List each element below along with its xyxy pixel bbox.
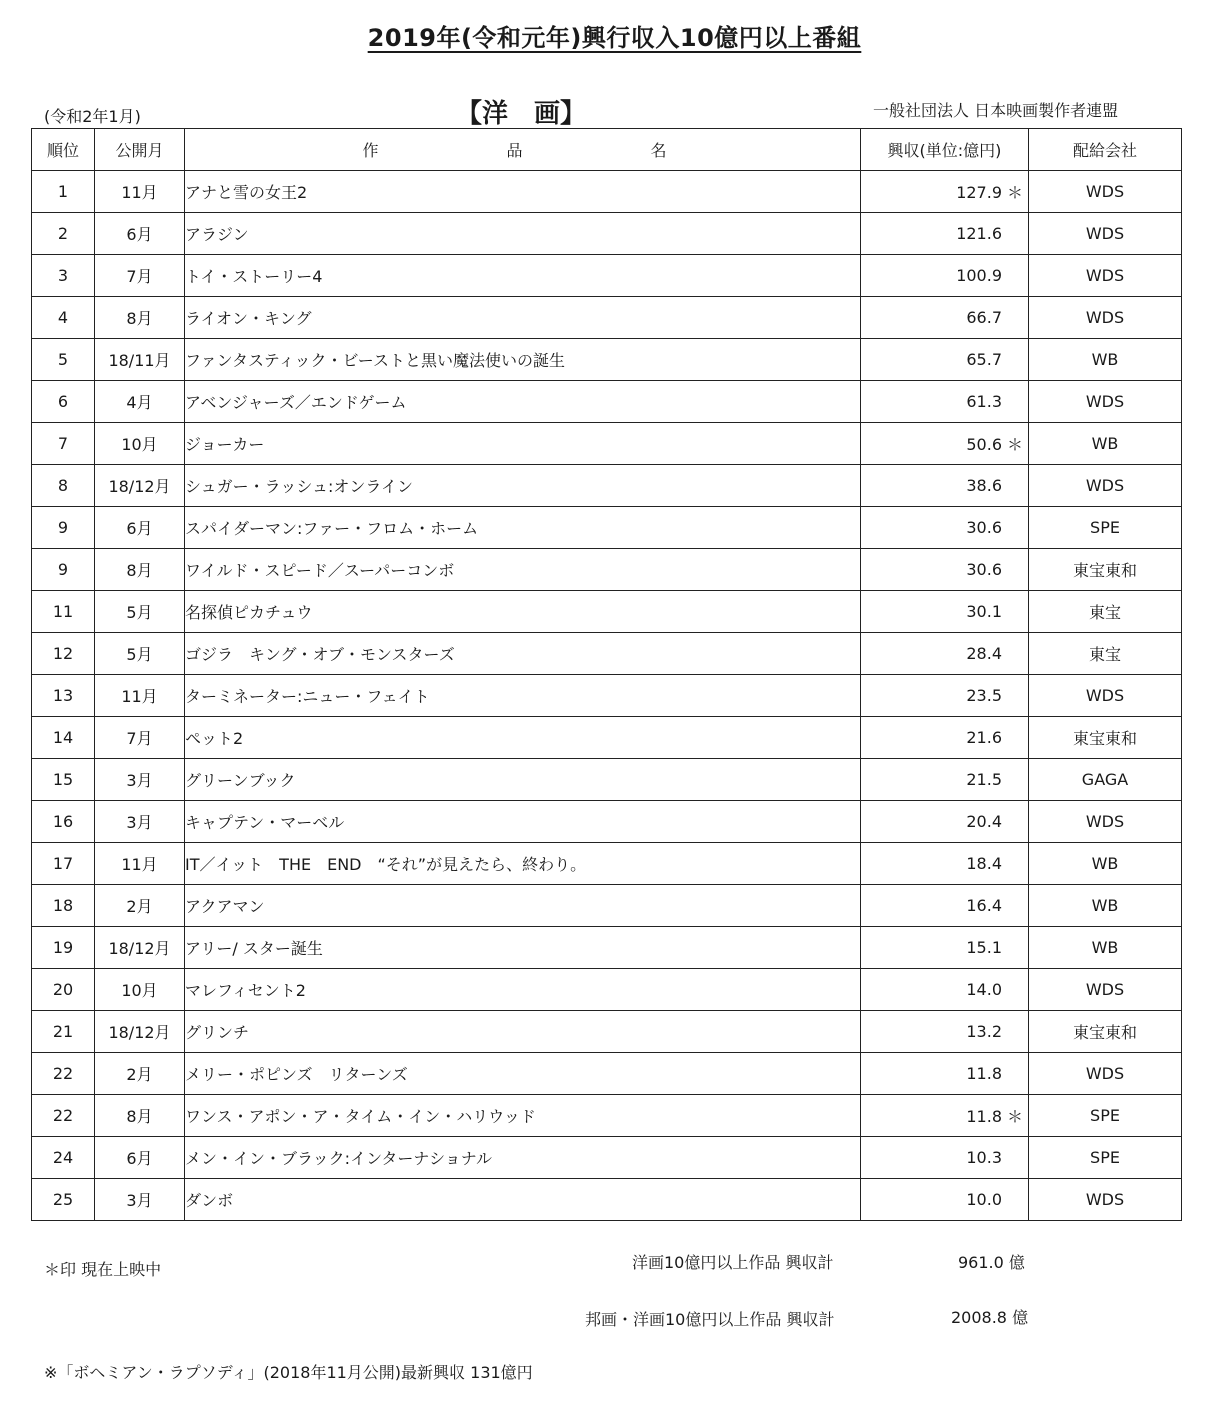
table-row bbox=[32, 255, 1182, 297]
combined-total-value: 2008.8 億 bbox=[951, 1308, 1029, 1327]
report-date: (令和2年1月) bbox=[44, 107, 141, 126]
rank-cell: 25 bbox=[32, 1179, 95, 1221]
revenue-cell bbox=[861, 549, 1029, 591]
film-title-cell: ゴジラ キング・オブ・モンスターズ bbox=[185, 633, 861, 675]
revenue-value: 16.4 bbox=[966, 896, 1002, 915]
distributor-cell: SPE bbox=[1029, 507, 1182, 549]
column-header-rank: 順位 bbox=[32, 129, 95, 171]
column-header-revenue: 興収(単位:億円) bbox=[861, 129, 1029, 171]
distributor-cell: WDS bbox=[1029, 381, 1182, 423]
revenue-value: 100.9 bbox=[956, 266, 1002, 285]
rank-cell: 7 bbox=[32, 423, 95, 465]
rank-cell: 4 bbox=[32, 297, 95, 339]
rank-cell: 8 bbox=[32, 465, 95, 507]
revenue-cell bbox=[861, 591, 1029, 633]
release-month-cell: 11月 bbox=[95, 675, 185, 717]
table-row bbox=[32, 549, 1182, 591]
film-title-cell: ジョーカー bbox=[185, 423, 861, 465]
rank-cell: 22 bbox=[32, 1095, 95, 1137]
revenue-cell bbox=[861, 885, 1029, 927]
film-title-cell: アナと雪の女王2 bbox=[185, 171, 861, 213]
distributor-cell: WDS bbox=[1029, 1053, 1182, 1095]
section-heading: 【洋 画】 bbox=[456, 99, 587, 129]
film-title-cell: グリーンブック bbox=[185, 759, 861, 801]
film-title-cell: メン・イン・ブラック:インターナショナル bbox=[185, 1137, 861, 1179]
distributor-cell: WB bbox=[1029, 927, 1182, 969]
table-row bbox=[32, 381, 1182, 423]
table-row bbox=[32, 339, 1182, 381]
revenue-cell bbox=[861, 675, 1029, 717]
table-row bbox=[32, 1053, 1182, 1095]
table-row bbox=[32, 507, 1182, 549]
column-header-title: 作 品 名 bbox=[185, 129, 861, 171]
revenue-value: 127.9 bbox=[956, 183, 1002, 202]
showing-mark: ＊ bbox=[1006, 435, 1023, 454]
rank-cell: 14 bbox=[32, 717, 95, 759]
release-month-cell: 11月 bbox=[95, 171, 185, 213]
film-title-cell: グリンチ bbox=[185, 1011, 861, 1053]
release-month-cell: 3月 bbox=[95, 1179, 185, 1221]
foreign-total-value: 961.0 億 bbox=[958, 1253, 1025, 1272]
revenue-value: 30.6 bbox=[966, 560, 1002, 579]
revenue-value: 61.3 bbox=[966, 392, 1002, 411]
table-row bbox=[32, 717, 1182, 759]
distributor-cell: WB bbox=[1029, 843, 1182, 885]
distributor-cell: WDS bbox=[1029, 297, 1182, 339]
document-title bbox=[0, 18, 1229, 53]
rank-cell: 18 bbox=[32, 885, 95, 927]
film-title-cell: キャプテン・マーベル bbox=[185, 801, 861, 843]
table-row bbox=[32, 465, 1182, 507]
revenue-value: 38.6 bbox=[966, 476, 1002, 495]
table-row bbox=[32, 1011, 1182, 1053]
table-row bbox=[32, 297, 1182, 339]
revenue-cell bbox=[861, 633, 1029, 675]
distributor-cell: WB bbox=[1029, 339, 1182, 381]
release-month-cell: 5月 bbox=[95, 591, 185, 633]
release-month-cell: 7月 bbox=[95, 717, 185, 759]
rank-cell: 19 bbox=[32, 927, 95, 969]
revenue-cell bbox=[861, 759, 1029, 801]
distributor-cell: WDS bbox=[1029, 1179, 1182, 1221]
document-title-text: 2019年(令和元年)興行収入10億円以上番組 bbox=[367, 24, 862, 52]
organization-name: 一般社団法人 日本映画製作者連盟 bbox=[873, 101, 1119, 120]
release-month-cell: 4月 bbox=[95, 381, 185, 423]
revenue-cell bbox=[861, 507, 1029, 549]
rank-cell: 3 bbox=[32, 255, 95, 297]
release-month-cell: 18/12月 bbox=[95, 927, 185, 969]
revenue-value: 14.0 bbox=[966, 980, 1002, 999]
release-month-cell: 3月 bbox=[95, 759, 185, 801]
distributor-cell: WDS bbox=[1029, 255, 1182, 297]
revenue-value: 18.4 bbox=[966, 854, 1002, 873]
table-row bbox=[32, 675, 1182, 717]
revenue-cell bbox=[861, 969, 1029, 1011]
rank-cell: 17 bbox=[32, 843, 95, 885]
revenue-cell bbox=[861, 801, 1029, 843]
film-title-cell: ライオン・キング bbox=[185, 297, 861, 339]
film-title-cell: ファンタスティック・ビーストと黒い魔法使いの誕生 bbox=[185, 339, 861, 381]
revenue-cell bbox=[861, 339, 1029, 381]
release-month-cell: 10月 bbox=[95, 969, 185, 1011]
rank-cell: 12 bbox=[32, 633, 95, 675]
film-title-cell: アクアマン bbox=[185, 885, 861, 927]
release-month-cell: 6月 bbox=[95, 213, 185, 255]
table-header-row bbox=[32, 129, 1182, 171]
release-month-cell: 8月 bbox=[95, 297, 185, 339]
rank-cell: 1 bbox=[32, 171, 95, 213]
revenue-cell bbox=[861, 255, 1029, 297]
release-month-cell: 6月 bbox=[95, 507, 185, 549]
film-title-cell: アリー/ スター誕生 bbox=[185, 927, 861, 969]
revenue-value: 11.8 bbox=[966, 1064, 1002, 1083]
film-title-cell: アベンジャーズ／エンドゲーム bbox=[185, 381, 861, 423]
release-month-cell: 5月 bbox=[95, 633, 185, 675]
film-title-cell: メリー・ポピンズ リターンズ bbox=[185, 1053, 861, 1095]
release-month-cell: 6月 bbox=[95, 1137, 185, 1179]
revenue-cell bbox=[861, 717, 1029, 759]
distributor-cell: WDS bbox=[1029, 675, 1182, 717]
table-row bbox=[32, 885, 1182, 927]
table-row bbox=[32, 171, 1182, 213]
distributor-cell: GAGA bbox=[1029, 759, 1182, 801]
film-title-cell: ターミネーター:ニュー・フェイト bbox=[185, 675, 861, 717]
distributor-cell: SPE bbox=[1029, 1095, 1182, 1137]
showing-mark-note: ＊印 現在上映中 bbox=[44, 1260, 162, 1279]
rank-cell: 22 bbox=[32, 1053, 95, 1095]
revenue-cell bbox=[861, 465, 1029, 507]
distributor-cell: 東宝東和 bbox=[1029, 1011, 1182, 1053]
rank-cell: 13 bbox=[32, 675, 95, 717]
revenue-value: 30.1 bbox=[966, 602, 1002, 621]
revenue-value: 15.1 bbox=[966, 938, 1002, 957]
revenue-value: 30.6 bbox=[966, 518, 1002, 537]
column-header-month: 公開月 bbox=[95, 129, 185, 171]
rank-cell: 9 bbox=[32, 507, 95, 549]
release-month-cell: 18/11月 bbox=[95, 339, 185, 381]
distributor-cell: 東宝 bbox=[1029, 633, 1182, 675]
table-row bbox=[32, 969, 1182, 1011]
table-row bbox=[32, 423, 1182, 465]
rank-cell: 5 bbox=[32, 339, 95, 381]
revenue-value: 11.8 bbox=[966, 1107, 1002, 1126]
showing-mark: ＊ bbox=[1006, 1107, 1023, 1126]
revenue-cell bbox=[861, 1095, 1029, 1137]
revenue-value: 10.0 bbox=[966, 1190, 1002, 1209]
rank-cell: 6 bbox=[32, 381, 95, 423]
release-month-cell: 2月 bbox=[95, 1053, 185, 1095]
distributor-cell: 東宝 bbox=[1029, 591, 1182, 633]
distributor-cell: WB bbox=[1029, 885, 1182, 927]
release-month-cell: 18/12月 bbox=[95, 1011, 185, 1053]
rank-cell: 9 bbox=[32, 549, 95, 591]
revenue-cell bbox=[861, 1179, 1029, 1221]
table-row bbox=[32, 591, 1182, 633]
revenue-cell bbox=[861, 297, 1029, 339]
revenue-cell bbox=[861, 843, 1029, 885]
film-title-cell: シュガー・ラッシュ:オンライン bbox=[185, 465, 861, 507]
rank-cell: 2 bbox=[32, 213, 95, 255]
release-month-cell: 8月 bbox=[95, 1095, 185, 1137]
film-title-cell: マレフィセント2 bbox=[185, 969, 861, 1011]
revenue-cell bbox=[861, 1137, 1029, 1179]
revenue-value: 23.5 bbox=[966, 686, 1002, 705]
revenue-value: 20.4 bbox=[966, 812, 1002, 831]
film-title-cell: ダンボ bbox=[185, 1179, 861, 1221]
table-row bbox=[32, 633, 1182, 675]
revenue-value: 50.6 bbox=[966, 435, 1002, 454]
table-row bbox=[32, 843, 1182, 885]
combined-total-label: 邦画・洋画10億円以上作品 興収計 bbox=[585, 1310, 835, 1329]
box-office-table bbox=[31, 128, 1182, 1221]
revenue-cell bbox=[861, 1053, 1029, 1095]
foreign-total-label: 洋画10億円以上作品 興収計 bbox=[632, 1253, 834, 1272]
release-month-cell: 3月 bbox=[95, 801, 185, 843]
revenue-value: 28.4 bbox=[966, 644, 1002, 663]
release-month-cell: 8月 bbox=[95, 549, 185, 591]
footnote: ※「ボヘミアン・ラプソディ」(2018年11月公開)最新興収 131億円 bbox=[44, 1363, 533, 1382]
release-month-cell: 11月 bbox=[95, 843, 185, 885]
revenue-value: 21.5 bbox=[966, 770, 1002, 789]
distributor-cell: 東宝東和 bbox=[1029, 549, 1182, 591]
revenue-cell bbox=[861, 213, 1029, 255]
film-title-cell: ペット2 bbox=[185, 717, 861, 759]
rank-cell: 11 bbox=[32, 591, 95, 633]
rank-cell: 20 bbox=[32, 969, 95, 1011]
table-row bbox=[32, 759, 1182, 801]
revenue-cell bbox=[861, 1011, 1029, 1053]
revenue-value: 66.7 bbox=[966, 308, 1002, 327]
distributor-cell: WDS bbox=[1029, 213, 1182, 255]
table-row bbox=[32, 1179, 1182, 1221]
table-body bbox=[32, 171, 1182, 1221]
distributor-cell: 東宝東和 bbox=[1029, 717, 1182, 759]
table-row bbox=[32, 213, 1182, 255]
distributor-cell: WB bbox=[1029, 423, 1182, 465]
release-month-cell: 2月 bbox=[95, 885, 185, 927]
revenue-value: 65.7 bbox=[966, 350, 1002, 369]
revenue-value: 10.3 bbox=[966, 1148, 1002, 1167]
film-title-cell: IT／イット THE END “それ”が見えたら、終わり。 bbox=[185, 843, 861, 885]
revenue-cell bbox=[861, 381, 1029, 423]
revenue-cell bbox=[861, 927, 1029, 969]
rank-cell: 16 bbox=[32, 801, 95, 843]
rank-cell: 24 bbox=[32, 1137, 95, 1179]
film-title-cell: トイ・ストーリー4 bbox=[185, 255, 861, 297]
distributor-cell: WDS bbox=[1029, 969, 1182, 1011]
showing-mark: ＊ bbox=[1006, 183, 1023, 202]
table-row bbox=[32, 927, 1182, 969]
revenue-cell bbox=[861, 423, 1029, 465]
distributor-cell: SPE bbox=[1029, 1137, 1182, 1179]
table-row bbox=[32, 1137, 1182, 1179]
column-header-distributor: 配給会社 bbox=[1029, 129, 1182, 171]
film-title-cell: スパイダーマン:ファー・フロム・ホーム bbox=[185, 507, 861, 549]
revenue-value: 121.6 bbox=[956, 224, 1002, 243]
film-title-cell: ワイルド・スピード／スーパーコンボ bbox=[185, 549, 861, 591]
film-title-cell: 名探偵ピカチュウ bbox=[185, 591, 861, 633]
release-month-cell: 18/12月 bbox=[95, 465, 185, 507]
rank-cell: 21 bbox=[32, 1011, 95, 1053]
film-title-cell: アラジン bbox=[185, 213, 861, 255]
revenue-cell bbox=[861, 171, 1029, 213]
table-row bbox=[32, 1095, 1182, 1137]
release-month-cell: 7月 bbox=[95, 255, 185, 297]
distributor-cell: WDS bbox=[1029, 801, 1182, 843]
rank-cell: 15 bbox=[32, 759, 95, 801]
film-title-cell: ワンス・アポン・ア・タイム・イン・ハリウッド bbox=[185, 1095, 861, 1137]
table-row bbox=[32, 801, 1182, 843]
revenue-value: 21.6 bbox=[966, 728, 1002, 747]
distributor-cell: WDS bbox=[1029, 465, 1182, 507]
release-month-cell: 10月 bbox=[95, 423, 185, 465]
revenue-value: 13.2 bbox=[966, 1022, 1002, 1041]
distributor-cell: WDS bbox=[1029, 171, 1182, 213]
